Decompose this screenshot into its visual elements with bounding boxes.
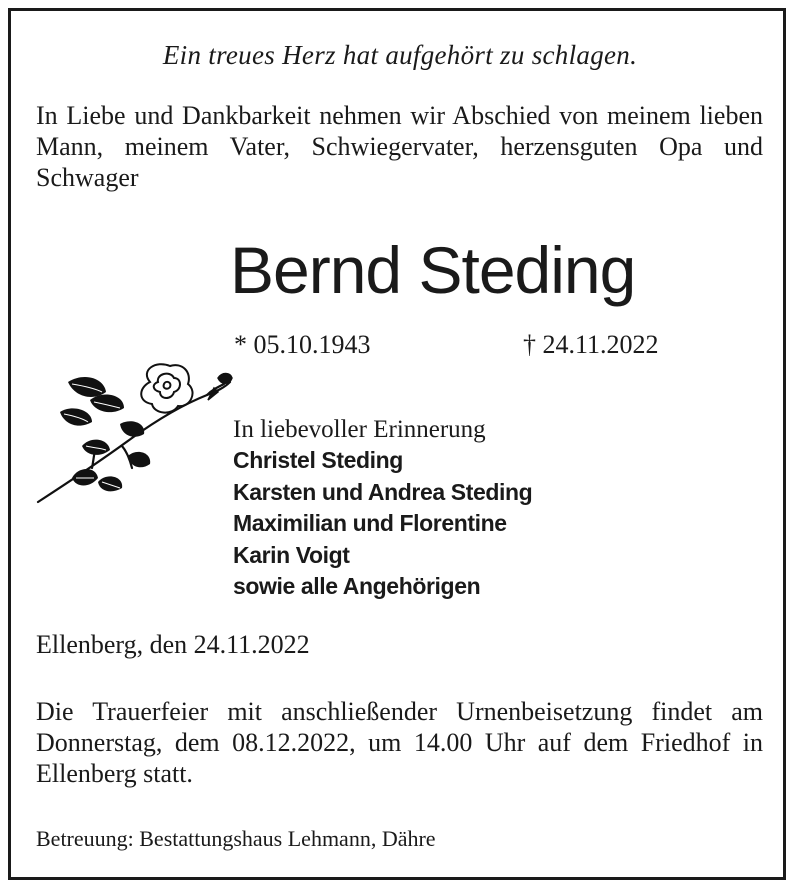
death-date: † 24.11.2022 — [523, 330, 659, 359]
motto: Ein treues Herz hat aufgehört zu schlagen. — [162, 40, 638, 70]
mourner-name: Karsten und Andrea Steding — [233, 478, 533, 505]
mourner-name: Karin Voigt — [233, 541, 350, 568]
funeral-service-text: Die Trauerfeier mit anschließender Urnenbeisetzung findet am Donnerstag, dem 08.12.2022, um 14.00 Uhr auf dem Friedhof in Ellenberg statt. — [36, 697, 763, 788]
mourner-name: Christel Steding — [233, 447, 403, 473]
mourners-block — [233, 414, 532, 603]
birth-date: * 05.10.1943 — [234, 330, 371, 359]
intro-text: In Liebe und Dankbarkeit nehmen wir Abschied von meinem lieben Mann, meinem Vater, Schwiegervater, herzensguten Opa und Schwager — [36, 101, 763, 192]
funeral-home-credit: Betreuung: Bestattungshaus Lehmann, Dähre — [36, 826, 436, 851]
mourner-name: Maximilian und Florentine — [233, 510, 507, 536]
mourner-name: sowie alle Angehörigen — [233, 573, 481, 599]
deceased-name: Bernd Steding — [230, 233, 636, 307]
remembrance-line: In liebevoller Erinnerung — [233, 416, 486, 443]
place-date: Ellenberg, den 24.11.2022 — [36, 630, 310, 659]
rose-icon — [32, 360, 238, 510]
